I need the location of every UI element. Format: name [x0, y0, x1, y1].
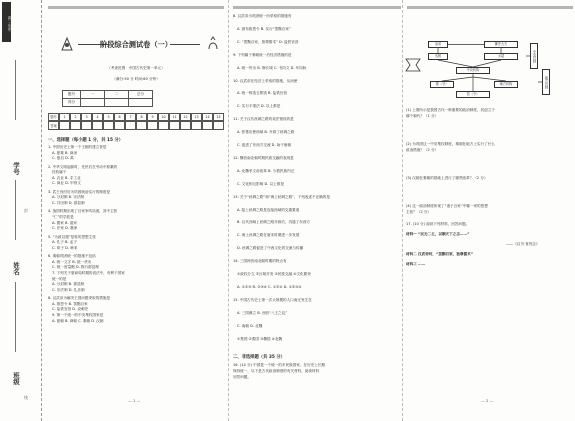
question-option: ①政权分立 ②区域开发 ③民族交融 ④文化繁荣 — [237, 272, 311, 276]
question-option: 9. 第一个统一的中央集权国家是 — [52, 313, 104, 317]
question-option: A. 分封制 B. 郡县制 — [52, 282, 85, 287]
question-option: C. 法家 D. 墨家 — [52, 226, 78, 231]
question-option: A. 三国鼎立 B. 西晋“八王之乱” — [237, 310, 288, 315]
government-structure-diagram — [406, 39, 572, 103]
exam-meta: （满分:50 分 时间:60 分钟） — [112, 77, 160, 81]
seal-mark: 封 — [24, 208, 28, 213]
question-option: C. 宗法制 D. 礼乐制 — [52, 287, 85, 292]
question-option: A. 陆上丝绸之路是连接西域的交通要道 — [237, 207, 300, 212]
question-stem: 5. “为政以德”是谁的思想主张 — [48, 234, 96, 239]
score-input-cell[interactable] — [129, 99, 153, 107]
score-table — [62, 90, 153, 107]
section1-heading: 一、选择题（每小题 1 分，共 15 分） — [48, 138, 124, 143]
question-option: A. 农业 B. 手工业 — [52, 175, 81, 180]
question-option: 7. 下列关于夏商周时期的说法中，有利于国家 — [52, 271, 125, 275]
question-option: A. 张骞出使西域 B. 开辟了丝绸之路 — [237, 130, 295, 135]
answer-head-cell: 题号 — [48, 113, 59, 121]
question-option: D. 丝绸之路促进了中西文化的交流与传播 — [237, 246, 304, 251]
exam-scope: （考查范围：中国古代史第一单元） — [107, 66, 165, 70]
answer-input-cell[interactable] — [59, 121, 70, 130]
section2-line: 16. (14 分) 中国是一个统一的多民族国家，在历史上长期 — [233, 363, 325, 367]
answer-head-cell: 15 — [213, 113, 224, 121]
title-rule-right — [170, 44, 200, 45]
answer-input-cell[interactable] — [191, 121, 202, 130]
question-option: A. 推恩令 B. 罢黜百家 — [52, 301, 88, 306]
answer-input-cell[interactable] — [180, 121, 191, 130]
question-option: A. 夏朝 B. 商朝 C. 秦朝 D. 汉朝 — [52, 318, 104, 323]
decor-right-icon — [206, 36, 220, 52]
answer-head-cell: 8 — [136, 113, 147, 121]
score-head-cell: 总分 — [129, 91, 153, 99]
question-option: C. 荀子 D. 韩非 — [52, 245, 78, 250]
diagram-side-label: 地方官制 — [542, 69, 550, 95]
question-option: C. 南朝 D. 北魏 — [237, 323, 263, 328]
answer-head-cell: 7 — [125, 113, 136, 121]
answer-head-cell: 2 — [70, 113, 81, 121]
question-stem: 14. 三国两晋南北朝时期的特点有 — [233, 259, 287, 264]
answer-head-cell: 11 — [169, 113, 180, 121]
answer-input-cell[interactable] — [158, 121, 169, 130]
answer-input-cell[interactable] — [136, 121, 147, 130]
score-head-cell: 题号 — [63, 91, 81, 99]
subquestion-line: (4) 这一政治制度体现了“诸子百家”中哪一家的思想 — [406, 204, 488, 208]
answer-input-cell[interactable] — [202, 121, 213, 130]
question-option: A. 分封制 B. 宗法制 — [52, 195, 85, 200]
question-stem: 15. 中国古代史上第一次大规模的人口南迁发生在 — [233, 297, 312, 302]
diagram-box: 县（令） — [456, 91, 490, 98]
section2-heading: 二、非选择题（共 35 分） — [233, 355, 285, 360]
subquestion-line: (1) 上图所示是我国古代一种重要的政治制度，其创立于 — [406, 108, 495, 112]
label-student-id: 学号 — [12, 162, 20, 175]
answer-head-cell: 12 — [180, 113, 191, 121]
question-stem: 4. 战国时期出现了百家争鸣局面，其中主张 — [48, 209, 118, 214]
question-stem: 2. 中华文明起源时，先民们在劳动中积累的 — [48, 164, 118, 169]
subquestion-line: (2) 为巩固这一中央集权制度，秦朝在地方上实行了什么 — [406, 142, 495, 146]
answer-input-cell[interactable] — [81, 121, 92, 130]
question-stem: 8. 汉武帝为解决王国问题采取的措施是 — [48, 296, 111, 301]
answer-head-cell: 1 — [59, 113, 70, 121]
question-option: A. 统一货币 B. 修长城 C. 书同文 D. 车同轨 — [237, 65, 307, 70]
diagram-side-label: 中央官制 — [530, 43, 538, 69]
question-stem: 11. 关于汉代丝绸之路的说法错误的是 — [233, 117, 294, 122]
answer-input-cell[interactable] — [125, 121, 136, 130]
binding-line-3 — [15, 282, 16, 352]
question-option: C. 夏启 D. 禹 — [52, 156, 74, 161]
answer-head-cell: 10 — [158, 113, 169, 121]
question-stem: 3. 武王伐纣后为巩固统治实行的制度是 — [48, 189, 111, 194]
top-rule — [48, 6, 224, 9]
question-option: C. 文化相互影响 D. 以上都是 — [237, 181, 284, 186]
diagram-box: 郡（守） — [430, 81, 454, 88]
score-head-cell: 二 — [105, 91, 129, 99]
page-number: — 2 — — [481, 398, 494, 403]
answer-input-cell[interactable] — [169, 121, 180, 130]
diagram-box: 皇帝 — [428, 41, 448, 48]
subquestion-line: 主张？（2 分） — [406, 210, 431, 214]
page1-left-column — [48, 0, 224, 421]
question-option: C. 海上丝绸之路在唐宋时期进一步发展 — [237, 233, 300, 238]
page-number: — 1 — — [128, 398, 141, 403]
answer-head-cell: 6 — [114, 113, 125, 121]
score-input-cell[interactable] — [81, 99, 105, 107]
grade-tab: 高二·历史 — [2, 2, 11, 42]
question-stem: 8. 汉武帝为巩固统一所采取的措施有 — [233, 14, 292, 18]
subquestion-line: 政治措施？（2 分） — [406, 148, 439, 152]
line-mark: 线 — [24, 395, 28, 400]
diagram-scroll-icon — [404, 55, 422, 75]
question-stem: 12. 魏晋南北朝时期民族交融的表现是 — [233, 155, 294, 160]
subquestion-line: (3) 汉朝在秦朝的基础上进行了哪些改革？（2 分） — [406, 176, 488, 180]
question-option: A. 孔子 B. 孟子 — [52, 240, 77, 245]
answer-input-cell[interactable] — [103, 121, 114, 130]
diagram-box: 中央机构 — [456, 67, 490, 74]
answer-head-cell: 13 — [191, 113, 202, 121]
binding-line-1 — [15, 60, 16, 120]
question-option: A. ①②③ B. ②③④ C. ①②④ D. ①②③④ — [237, 284, 302, 289]
answer-label-cell: 答案 — [48, 121, 59, 130]
question-stem: 6. 秦朝巩固统一的措施不包括 — [48, 254, 96, 259]
question-option: 统一的是 — [52, 276, 67, 281]
section2-line: 保持统一，以下是古代政治制度的有关材料，阅读材料 — [233, 369, 320, 373]
section2-line: 回答问题。 — [233, 375, 251, 379]
question-option: B. 汉代西域上丝绸之路开辟后，沟通了东西方 — [237, 220, 311, 225]
page1-right-column — [228, 0, 400, 421]
top-rule — [407, 6, 573, 9]
question-option: A. 儒家 B. 道家 — [52, 220, 77, 225]
answer-input-cell[interactable] — [147, 121, 158, 130]
diagram-box: 太尉 — [484, 53, 518, 60]
subquestion-line: 哪个朝代？（1 分） — [406, 114, 439, 118]
binding-strip — [0, 0, 42, 421]
score-head-cell: 一 — [81, 91, 105, 99]
question-option: C. 实行平准法 D. 以上都是 — [237, 104, 281, 109]
answer-head-cell: 5 — [103, 113, 114, 121]
answer-input-cell[interactable] — [213, 121, 224, 130]
diagram-box: 御史大夫 — [484, 41, 518, 48]
material-source: ——《汉书·食货志》 — [506, 242, 540, 246]
question-option: C. 井田制 D. 郡县制 — [52, 201, 85, 205]
question-option: A. 统一铸造五铢钱 B. 盐铁官营 — [237, 91, 288, 96]
label-class: 班级 — [12, 372, 20, 385]
question-stem: 9. 下列属于秦朝统一后经济措施的是 — [233, 52, 292, 57]
question-option: ①楚国 ②燕国 ③魏国 ④北魏 — [237, 336, 283, 341]
answer-input-cell[interactable] — [92, 121, 103, 130]
question-option: “仁”的学派是 — [52, 215, 74, 219]
question-option: C. “罢黜百家，独尊儒术” D. 盐铁官营 — [237, 39, 299, 44]
material-text: 材料二 汉武帝时，“罢黜百家，独尊儒术” — [406, 252, 474, 256]
question-option: A. 统一文字 B. 统一货币 — [52, 259, 92, 264]
question-option: A. 夏桀 B. 商汤 — [52, 150, 77, 155]
answer-head-cell: 9 — [147, 113, 158, 121]
answer-input-cell[interactable] — [70, 121, 81, 130]
score-input-cell[interactable] — [105, 99, 129, 107]
top-rule — [233, 6, 401, 9]
question-option: A. 北魏孝文帝改革 B. 少数民族内迁 — [237, 168, 295, 173]
question-stem: 10. 汉武帝在经济上采取的措施，从而使 — [233, 78, 298, 83]
material-text: 材料一 “民无二主，以顺天下之志……” — [406, 232, 470, 236]
diagram-box: 地方机构 — [494, 81, 518, 88]
exam-title: 阶段综合测试卷（一） — [100, 40, 172, 49]
question-option: 经验属于 — [52, 170, 67, 175]
answer-head-cell: 4 — [92, 113, 103, 121]
question-option: C. 促进了东西方交流 D. 始于唐朝 — [237, 143, 292, 147]
answer-head-cell: 14 — [202, 113, 213, 121]
diagram-box: 丞相 — [428, 53, 448, 60]
question-option: C. 盐铁官营 D. 设刺史 — [52, 307, 89, 312]
material-text: 材料三 …… — [406, 262, 426, 266]
diagram-connectors — [406, 39, 572, 103]
question-option: C. 统一度量衡 D. 推行郡县制 — [52, 265, 99, 270]
binding-line-2 — [15, 180, 16, 240]
question-stem: 17. (10 分) 阅读下列材料，回答问题。 — [406, 222, 470, 226]
score-label-cell: 得分 — [63, 99, 81, 107]
label-name: 姓名 — [12, 262, 20, 275]
answer-head-cell: 3 — [81, 113, 92, 121]
question-option: A. 颁布推恩令 B. 实行“罢黜百家” — [237, 26, 291, 31]
question-stem: 13. 关于“丝绸之路”和“海上丝绸之路”，下列表述不正确的是 — [233, 194, 330, 199]
answer-input-cell[interactable] — [114, 121, 125, 130]
question-option: C. 商业 D. 甲骨文 — [52, 181, 81, 186]
question-stem: 1. 中国历史上第一个王朝的建立者是 — [48, 145, 107, 149]
